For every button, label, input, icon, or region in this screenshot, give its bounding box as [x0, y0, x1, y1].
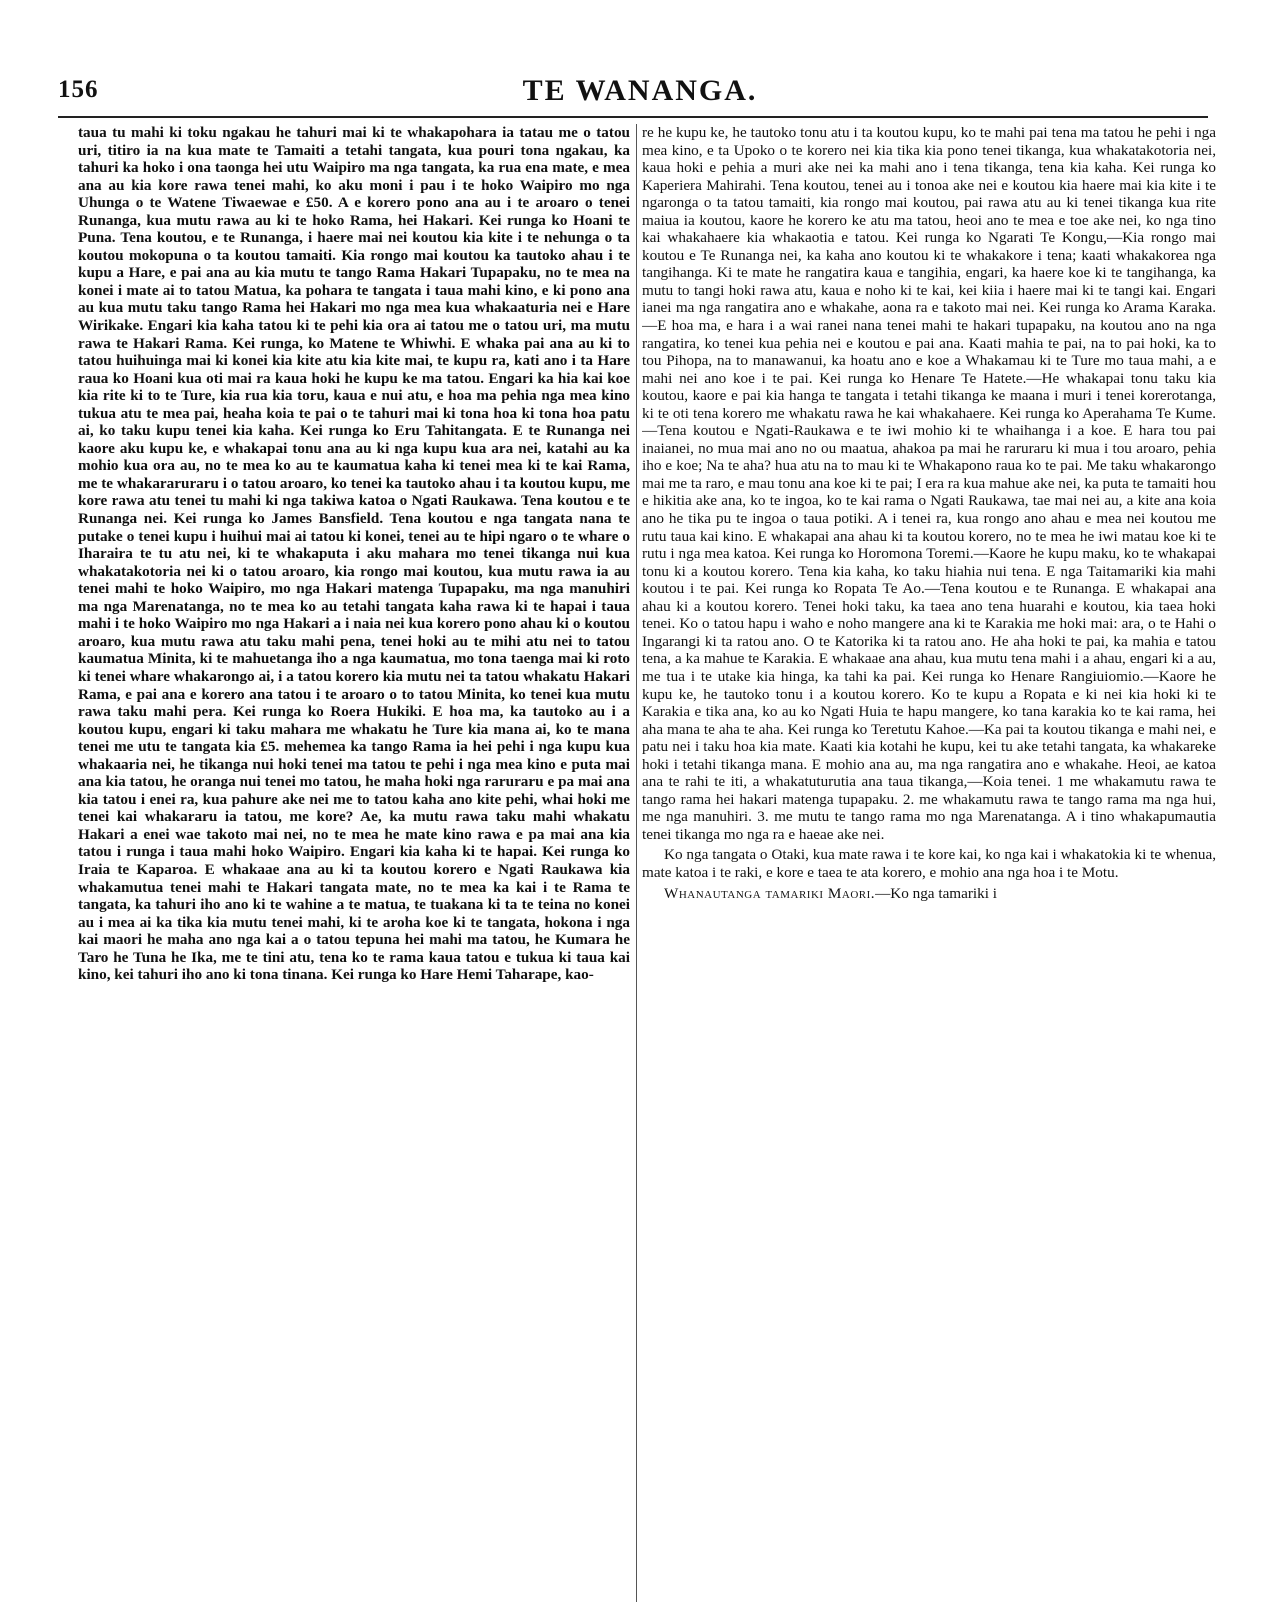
right-column [642, 124, 1216, 1604]
right-column-paragraph: re he kupu ke, he tautoko tonu atu i ta koutou kupu, ko te mahi pai tena ma tatou he pehi i nga mea kino, e ta Upoko o te korero nei kia tika kia pono tenei tikanga, kua whakatakotoria nei, kaua hoki e pehia a muri ake nei ka mahi ano i tena tikanga, tena kia kaha. Kei runga ko Kaperiera Mahirahi. Tena koutou, tenei au i tonoa ake nei e koutou kia haere mai kia kite i te ngaronga o ta tatou tamaiti, kia rongo mai koutou, pai rawa atu au ki tenei tikanga kua rite maiua ia koutou, kaore he korero ke atu ma tatou, heoi ano te mea e toe ake nei, ko nga tino kai whakahaere kia whakaotia e tatou. Kei runga ko Ngarati Te Kongu,—Kia rongo mai koutou e Te Runanga nei, ka kaha ano koutou ki te whakakore i tena; kaati whakakorea nga tangihanga. Ki te mate he rangatira kaua e tangihia, engari, ka haere koe ki te tangihanga, ka mutu to tangi hoki rawa atu, kaua e noho ki te kai, kei kiia i haere mai ki te tangi kai. Engari ianei ma nga rangatira ano e whakahe, aona ra e takoto mai nei. Kei runga ko Arama Karaka.—E hoa ma, e hara i a wai ranei nana tenei mahi te hakari tupapaku, na koutou ano na nga rangatira, ko tenei kua pehia nei e koutou e pai ana. Kaati mahia te pai, na to pai hoki, ka to tou Pihopa, na to manawanui, ka hoatu ano e koe a Whakamau ki te Ture mo taua mahi, a e mahi nei ano koe i te pai. Kei runga ko Henare Te Hatete.—He whakapai tonu taku kia koutou, kaore e pai kia hanga te tangata i tetahi tikanga ke maana i muri i tenei korerotanga, ki te oti tena korero me whakatu rawa he kai whakahaere. Kei runga ko Aperahama Te Kume.—Tena koutou e Ngati-Raukawa e te iwi mohio ki te whaihanga i a koe. E hara tou pai inaianei, no mua mai ano no ou maatua, ahakoa pa mai he raruraru ki mua i tou aroaro, pehia iho e koe; Na te aha? hua atu na to mau ki te Whakapono raua ko te pai. Me taku whakarongo mai me ta raro, e mau tonu ana koe ki te pai; I era ra kua mahue ake nei, ka puta te tamaiti hou e hikitia ake ana, ko te ingoa, ko te kai rama o Ngati Raukawa, tae mai nei au, a kite ana koia ano he tika pu te ingoa o taua potiki. A i tenei ra, kua rongo ano ahau e mea nei koutou me rutu taua kai kino. E whakapai ana ahau ki ta koutou korero, no te mea he iwi matau koe ki te rutu i nga mea katoa. Kei runga ko Horomona Toremi.—Kaore he kupu maku, ko te whakapai tonu ki a koutou korero. Tena kia kaha, ko taku hiahia nui tena. E nga Taitamariki kia mahi koutou i te pai. Kei runga ko Ropata Te Ao.—Tena koutou e te Runanga. E whakapai ana ahau ki a koutou korero. Tenei hoki taku, ka taea ano tena huarahi e koutou, kia taea hoki tenei. Ko o tatou hapu i waho e noho mangere ana ki te Karakia me hoki mai: ara, o te Hahi o Ingarangi ki ta ratou ano. O te Katorika ki ta ratou ano. He aha hoki te pai, ka mahia e tatou tena, a ka mahue te Karakia. E whakaae ana ahau, kua mutu tena mahi i a ahau, engari ki a au, me tua i te utake kia hinga, ka tahi ka pai. Kei runga ko Henare Rangiuiomio.—Kaore he kupu ke, he tautoko tonu i a koutou korero. Ko te kupu a Ropata e ki nei kia hoki ki te Karakia e tika ana, ko au ko Ngati Huia te hapu mangere, ko tana karakia ko te kai rama, hei aha mana te aha te aha. Kei runga ko Teretutu Kahoe.—Ka pai ta koutou tikanga e mahi nei, e patu nei i taku hoa kia mate. Kaati kia kotahi he kupu, kei tu ake tetahi tangata, ka whakareke hoki i tetahi tikanga mana. E mohio ana au, ma nga rangatira ano e whakahe. Heoi, ae katoa ana te rahi te iti, a whakatuturutia ana taua tikanga,—Koia tenei. 1 me whakamutu rawa te tango rama hei hakari matenga tupapaku. 2. me whakamutu rawa te tango rama ma nga hui, me nga manuhiri. 3. me mutu te tango rama mo nga Marenatanga. A i tino whakapumautia tenei tikanga mo nga ra e haeae ake nei. [642, 124, 1216, 843]
right-column-paragraph: Ko nga tangata o Otaki, kua mate rawa i te kore kai, ko nga kai i whakatokia ki te whenua, mate katoa i te raki, e kore e taea te ata korero, e mohio ana nga hoa i te Motu. [642, 846, 1216, 881]
left-column [78, 124, 630, 1604]
header-rule [58, 116, 1208, 118]
section-paragraph [642, 885, 1216, 903]
section-text: —Ko nga tamariki i [875, 884, 997, 902]
page-title: TE WANANGA. [522, 74, 758, 107]
left-column-text: taua tu mahi ki toku ngakau he tahuri mai ki te whakapohara ia tatau me o tatou uri, titiro ia na kua mate te Tamaiti a tetahi tangata, kua pouri tona ngakau, ka tahuri ka hoko i ona taonga hei utu Waipiro ma nga tangata, ka rua ena mate, e mea ana au kia kore rawa tenei mahi, ko aku moni i pau i te hoko Waipiro mo nga Uhunga o te Watene Tiwaewae e £50. A e korero pono ana au i te aroaro o tenei Runanga, kua mutu rawa au ki te hoko Rama, hei Hakari. Kei runga ko Hoani te Puna. Tena koutou, e te Runanga, i haere mai nei koutou kia kite i te nehunga o ta koutou mokopuna o ta koutou tamaiti. Kia rongo mai koutou ka tautoko ahau i te kupu a Hare, e pai ana au kia mutu te tango Rama Hakari Tupapaku, no te mea na konei i mate ai to tatou Matua, ka pohara te tangata i taua mahi kino, e ki pono ana au kua mutu taku tango Rama hei Hakari mo nga mea kua whakaaturia nei e Hare Wirikake. Engari kia kaha tatou ki te pehi kia ora ai tatou me o tatou uri, ma mutu rawa te Hakari Rama. Kei runga, ko Matene te Whiwhi. E whaka pai ana au ki to tatou huihuinga mai ki konei kia kite atu kia kite mai, te kupu ra, kati ano i ta Hare raua ko Hoani kua oti mai ra kaua hoki he kupu ke ma tatou. Engari ka hia kai koe kia rite ki to te Ture, kia rua kia toru, kaua e nui atu, e hoa ma pehia nga mea kino tukua atu te mea pai, heaha koia te pai o te tahuri mai ki tona hoa ki tona hoa patu ai, ko taku kupu tenei kia kaha. Kei runga ko Eru Tahitangata. E te Runanga nei kaore aku kupu ke, e whakapai tonu ana au ki nga kupu kua ara nei, katahi au ka mohio kua ora au, no te mea ko au te kaumatua kaha ki tenei mea ki te kai Rama, me te whakararuraru i o tatou aroaro, ko tenei ka tautoko ahau i ta koutou kupu, me kore rawa atu tenei tu mahi ki nga takiwa katoa o Ngati Raukawa. Tena koutou e te Runanga nei. Kei runga ko James Bansfield. Tena koutou e nga tangata nana te putake o tenei kupu i huihui mai ai tatou ki konei, tenei au te hipi ngaro o te whare o Iharaira te tu atu nei, ki te whakaputa i aku mahara mo tenei tikanga nui kua whakatakotoria nei ki o tatou aroaro, kia rongo mai koutou, kua mutu rawa ia au tenei mahi te hoko Waipiro, mo nga Hakari matenga Tupapaku, ma nga manuhiri ma nga Marenatanga, no te mea ko au tetahi tangata kaha rawa ki te hapai i taua mahi i te hoko Waipiro mo nga Hakari a i naia nei kua korero pono ahau ki o koutou aroaro, kua mutu rawa atu taku mahi pena, tenei hoki au te mihi atu nei to tatou kaumatua Minita, ki te mahuetanga iho a nga kaumatua, mo tona taenga mai ki roto ki tenei whare whakarongo ai, i a tatou korero kia mutu nei ta tatou whakatu Hakari Rama, e pai ana e korero ana tatou i te aroaro o to tatou Minita, ko tenei kua mutu rawa taku mahi pera. Kei runga ko Roera Hukiki. E hoa ma, ka tautoko au i a koutou kupu, engari ki taku mahara me whakatu he Ture kia mana ai, ko te mana tenei me utu te tangata kia £5. mehemea ka tango Rama ia hei pehi i nga kupu kua whakaaria nei, he tikanga nui hoki tenei ma tatou te pehi i nga mea kino e puta mai ana kia tatou, he oranga nui tenei mo tatou, he maha hoki nga raruraru e pa mai ana kia tatou i enei ra, kua pahure ake nei me to tatou kaha ano kite pehi, whai hoki me tenei kai whakararu ia tatou, me kore? Ae, ka mutu rawa taku mahi whakatu Hakari a enei wae takoto mai nei, no te mea he mate kino rawa e pa mai ana kia tatou i runga i taua mahi hoko Waipiro. Engari kia kaha ki te hapai. Kei runga ko Iraia te Kaparoa. E whakaae ana au ki ta koutou korero e Ngati Raukawa kia whakamutua tenei mahi te Hakari tangata mate, no te mea ka kai i te Rama te tangata, ka tahuri iho ano ki te wahine a te matua, te tuakana ki ta te teina no konei au i mea ai ka tika kia mutu tenei mahi, ki te aroha koe ki te tangata, hokona i nga kai maori he maha ano nga kai a o tatou tepuna hei mahi ma tatou, he Kumara he Taro he Tuna he Ika, me te tini atu, tena ko te rama kaua tatou e tukua ki taua kai kino, kei tahuri iho ano ki tona tinana. Kei runga ko Hare Hemi Taharape, kao- [78, 124, 630, 984]
section-heading: Whanautanga tamariki Maori. [664, 884, 876, 902]
page-number: 156 [58, 76, 99, 103]
column-divider [636, 124, 637, 1602]
